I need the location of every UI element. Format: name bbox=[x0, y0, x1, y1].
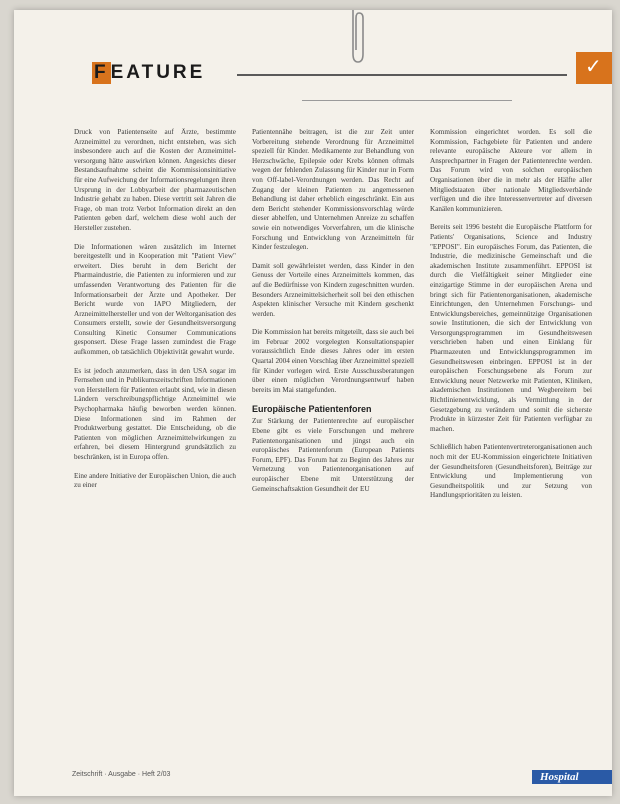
section-label-rest: EATURE bbox=[110, 62, 206, 83]
paragraph: Eine andere Initiative der Europäischen Union, die auch zu einer bbox=[74, 471, 236, 490]
section-label-initial: F bbox=[94, 62, 109, 83]
checkmark-icon: ✓ bbox=[585, 54, 602, 78]
column-1 bbox=[74, 128, 236, 730]
paragraph: Bereits seit 1996 besteht die Europäische Plattform for Patients' Organisations, Science and Industry "EPPOSI". Ein europäisches Forum, das Patienten, die Industrie, die medizinische Gemeinschaft und die akademischen Institute zusammenführt. EPPOSI ist durch die Vielfältigkeit seiner Mitglieder eine einzigartige Stimme in der europäischen Arena und bringt sich für Patientenorganisationen, akademische Einrichtungen, den Unternehmen Forschungs- und Entwicklungsbereiches, gemeinnützige Organisationen sowie Institutionen, die sich der Entwicklung von Versorgungsprogrammen im Gesundheitswesen verschrieben haben und einen Einklang für Pharmazeuten und Entwicklungsprogrammen im Gesundheitswesen einbringen. EPPOSI ist in der europäischen Forschungsebene als Forum zur Entwicklung neuer Netzwerke mit Patienten, Kliniken, akademischen Institutionen und Wegbereitern bei Richtlinienentwicklung, als Vermittlung in der Gesetzgebung zu verändern und somit die sicherste Produkte in kürzester Zeit für Patienten verfügbar zu machen. bbox=[430, 223, 592, 433]
paragraph: Patientennähe beitragen, ist die zur Zeit unter Vorbereitung stehende Verordnung für Arzneimittel speziell für Kinder. Medikamente zur Behandlung von Herzschwäche, Epilepsie oder Krebs können oftmals wegen der fehlenden Zulassung für Kinder nur in Form von Off-label-Verordnungen werden. Das Recht auf Zugang der kleinen Patienten zu angemessenen Behandlung ist daher erheblich eingeschränkt. Ein aus dem Bericht stehender Kommissionsvorschlag würde dieser abhelfen, und Unternehmen Anreize zu schaffen sowie ein notwendiges Vorverfahren, um die klinische Forschung und Entwicklung von Arzneimitteln für Kinder festzulegen. bbox=[252, 128, 414, 252]
publication-logo: Hospital bbox=[532, 770, 612, 784]
paragraph: Zur Stärkung der Patientenrechte auf europäischer Ebene gibt es viele Forschungen und mehrere Patientenorganisationen und jüngst auch ein europäisches Patientenforum (European Patients Forum, EPF). Das Forum hat zu Beginn des Jahres zur Vernetzung von Patientenorganisationen auf europäischer Ebene mit Unterstützung der Gemeinschaftsaktion Gesundheit der EU bbox=[252, 417, 414, 493]
paperclip-icon bbox=[347, 10, 369, 66]
column-3 bbox=[430, 128, 592, 730]
magazine-page bbox=[14, 10, 612, 796]
header-rule bbox=[237, 74, 567, 76]
paragraph: Druck von Patientenseite auf Ärzte, bestimmte Arzneimittel zu verordnen, nicht entstehen, was sich insbesondere auch auf die Kosten der Arzneimittel-versorgung hätte auswirken können. Angesichts dieser Bestandsaufnahme scheint die Kommissionsinitiative für eine Aufweichung der Informationsregelungen ihren Ursprung in der Lobbyarbeit der pharmazeutischen Industrie gehabt zu haben. Diese vertritt seit Jahren die Frage, ob man trotz Verbot Information direkt an den Patienten geben darf, welchem diese wohl auch der Hersteller zustehen. bbox=[74, 128, 236, 232]
corner-tab bbox=[576, 52, 612, 84]
paragraph: Damit soll gewährleistet werden, dass Kinder in den Genuss der Vorteile eines Arzneimittels kommen, das auf die Bedürfnisse von Kindern zugeschnitten wurden. Besonders Arzneimittelsicherheit soll bei den ethischen Aspekten klinischer Versuche mit Kindern geschenkt werden. bbox=[252, 261, 414, 318]
section-header bbox=[72, 62, 552, 92]
paragraph: Kommission eingerichtet worden. Es soll die Kommission, Fachgebiete für Patienten und andere relevante europäische Akteure vor allem in Ansprechpartner in Fragen der Patientenrechte werden. Das Forum wird von solchen europäischen Organisationen über die in mehr als der Hälfte aller Mitgliedstaaten über nationale Mitgliedsverbände verfügen und die ihre Interessenvertreter auf diversen Kanälen kommunizieren. bbox=[430, 128, 592, 213]
header-subrule bbox=[302, 100, 512, 101]
column-2 bbox=[252, 128, 414, 730]
running-footer: Zeitschrift · Ausgabe · Heft 2/03 bbox=[72, 771, 171, 778]
article-body bbox=[74, 128, 594, 730]
paragraph: Schließlich haben Patientenvertreterorganisationen auch noch mit der EU-Kommission eingerichtete Initiativen der Gesundheitsforen (Gesundheitsforen), Beiträge zur Entwicklung und Implementierung von Gesundheitspolitik und zur Setzung von Handlungsprioritäten zu leisten. bbox=[430, 443, 592, 500]
paragraph: Es ist jedoch anzumerken, dass in den USA sogar im Fernsehen und in Publikumszeitschriften Informationen von Herstellern für Patienten erlaubt sind, wie in diesen Ländern verschreibungspflichtige Arzneimittel wie Psychopharmaka häufig beworben werden können. Diese Informationen sind im Rahmen der Produktwerbung gestattet. Die Entscheidung, ob die Patienten von möglichen Arzneimittelwirkungen zu erfahren, bei diesem Hintergrund grundsätzlich zu beschränken, ist in Europa offen. bbox=[74, 366, 236, 461]
paragraph: Die Kommission hat bereits mitgeteilt, dass sie auch bei im Februar 2002 vorgelegten Konsultationspapier voraussichtlich Ende dieses Jahres oder im ersten Quartal 2004 einen Vorschlag über Arzneimittel speziell für Kinder vorlegen wird. Erste Ausschussberatungen über einen möglichen Verordnungsentwurf haben bereits im Mai stattgefunden. bbox=[252, 328, 414, 394]
paragraph: Die Informationen wären zusätzlich im Internet bereitgestellt und in Kooperation mit "Patient View" erweitert. Dies beruht in dem Bericht der Pharmaindustrie, die Patienten zu informieren und zur umfassenden Verantwortung des Patienten für die Informationsarbeit der Ärzte und Apotheker. Der Bericht wurde von IAPO Mitgliedern, der Arzneimittelhersteller und von der Weltorganisation des Consumers erstellt, sowie der Gesundheitsversorgung Consulting Kinetic Consumer Communications gesponsert. Diese Frage lassen zumindest die Frage aufkommen, ob tatsächlich Objektivität gewahrt wurde. bbox=[74, 242, 236, 357]
section-label bbox=[92, 62, 205, 84]
subheading: Europäische Patientenforen bbox=[252, 404, 372, 415]
